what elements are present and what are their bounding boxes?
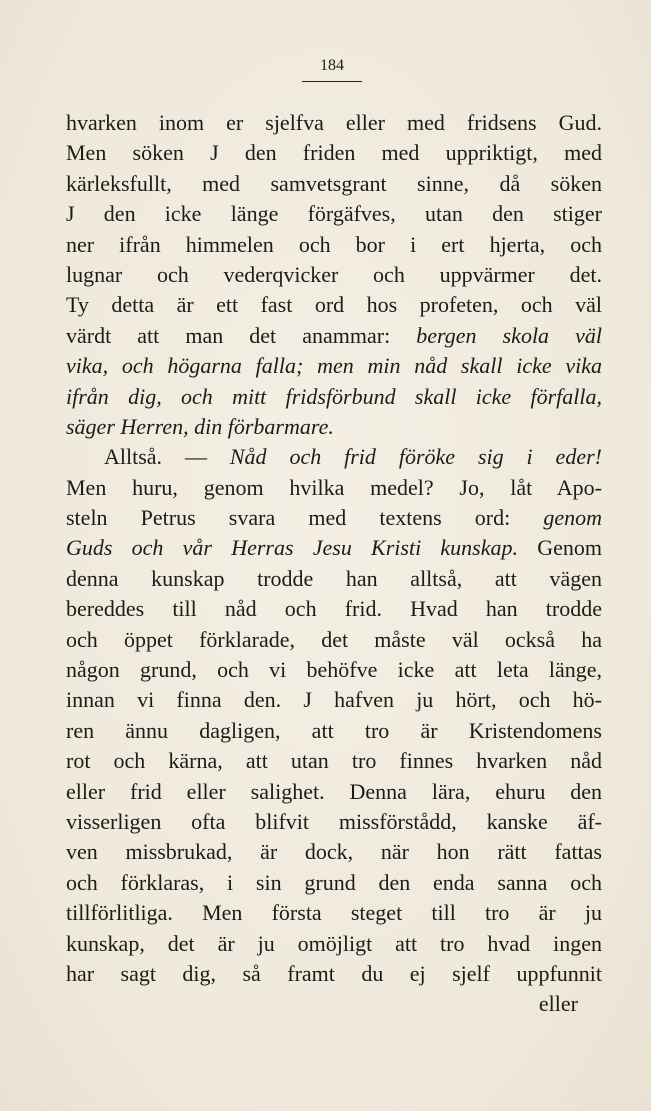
text-line: tillförlitliga. Men första steget till tro är ju xyxy=(66,900,602,926)
body-text xyxy=(66,108,602,1020)
text-line: och förklaras, i sin grund den enda sanna och xyxy=(66,869,602,895)
text-line xyxy=(66,503,602,533)
text-line: har sagt dig, så framt du ej sjelf uppfunnit xyxy=(66,960,602,986)
text-line: ner ifrån himmelen och bor i ert hjerta, och xyxy=(66,231,602,257)
text-line: J den icke länge förgäfves, utan den stiger xyxy=(66,201,602,227)
text-line: denna kunskap trodde han alltså, att vägen xyxy=(66,565,602,591)
text-line: hvarken inom er sjelfva eller med fridsens Gud. xyxy=(66,110,602,135)
text-line: ren ännu dagligen, att tro är Kristendomens xyxy=(66,717,602,743)
text-segment: värdt att man det anammar: xyxy=(66,322,417,348)
italic-quote: bergen skola väl xyxy=(416,322,602,348)
text-line: Ty detta är ett fast ord hos profeten, och väl xyxy=(66,292,602,318)
text-line: lugnar och vederqvicker och uppvärmer det. xyxy=(66,261,602,287)
italic-quote-line: säger Herren, din förbarmare. xyxy=(66,413,334,439)
text-line: rot och kärna, att utan tro finnes hvarken nåd xyxy=(66,748,602,774)
page-number-rule xyxy=(302,81,362,82)
italic-quote: Guds och vår Herras Jesu Kristi kunskap. xyxy=(66,535,519,561)
text-line: och öppet förklarade, det måste väl också ha xyxy=(66,626,602,652)
text-line xyxy=(66,533,602,563)
text-line: kunskap, det är ju omöjligt att tro hvad ingen xyxy=(66,930,602,956)
text-line xyxy=(66,321,602,351)
text-line: visserligen ofta blifvit missförstådd, kanske äf- xyxy=(66,808,602,834)
italic-quote: genom xyxy=(543,505,602,531)
page-number: 184 xyxy=(320,57,344,74)
text-line: eller frid eller salighet. Denna lära, ehuru den xyxy=(66,778,602,804)
text-segment: Genom xyxy=(518,535,602,561)
italic-quote-line: vika, och högarna falla; men min nåd skall icke vika xyxy=(66,353,602,379)
text-segment: Alltså. — xyxy=(104,444,230,470)
text-line: Men söken J den friden med uppriktigt, med xyxy=(66,140,602,166)
catchword: eller xyxy=(538,991,578,1017)
text-line: kärleksfullt, med samvetsgrant sinne, då söken xyxy=(66,170,602,196)
italic-quote: Nåd och frid föröke sig i eder! xyxy=(229,444,602,470)
text-line: någon grund, och vi behöfve icke att leta länge, xyxy=(66,657,602,683)
text-line xyxy=(66,442,602,472)
italic-quote-line: ifrån dig, och mitt fridsförbund skall icke förfalla, xyxy=(66,383,602,409)
text-line: bereddes till nåd och frid. Hvad han trodde xyxy=(66,596,602,622)
text-segment: steln Petrus svara med textens ord: xyxy=(66,505,544,531)
text-line: innan vi finna den. J hafven ju hört, och hö- xyxy=(66,687,602,713)
text-line: Men huru, genom hvilka medel? Jo, låt Apo- xyxy=(66,474,602,500)
text-line: ven missbrukad, är dock, när hon rätt fattas xyxy=(66,839,602,865)
